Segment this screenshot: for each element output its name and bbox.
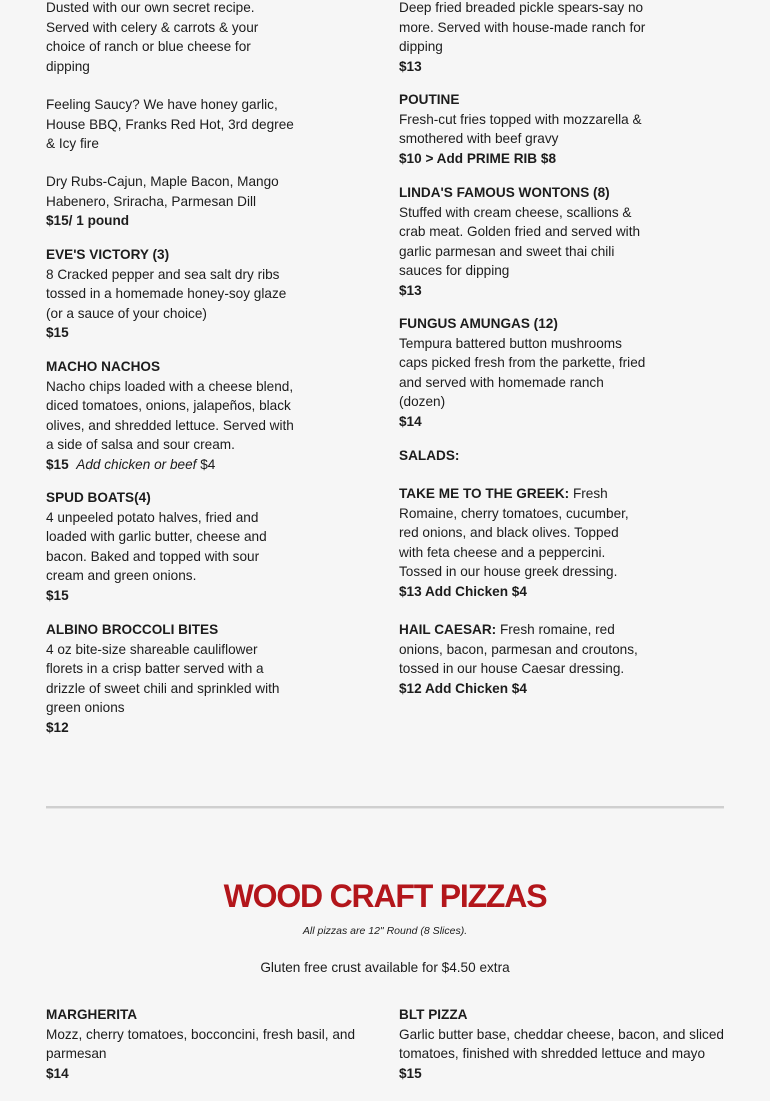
item-price: $13 bbox=[399, 282, 422, 298]
wings-rubs-item bbox=[46, 172, 308, 231]
wings-intro: Dusted with our own secret recipe. Served with celery & carrots & your choice of ranch or blue cheese for dipping bbox=[46, 0, 259, 74]
wings-dry-rubs: Dry Rubs-Cajun, Maple Bacon, Mango Habenero, Sriracha, Parmesan Dill bbox=[46, 174, 279, 209]
wings-price: $15/ 1 pound bbox=[46, 213, 130, 229]
menu-item-fungus-amungas bbox=[399, 314, 661, 432]
item-description: Romaine, cherry tomatoes, cucumber, red onions, and black olives. Topped with feta cheese and a peppercini. Tossed in our house greek dressing. bbox=[399, 505, 629, 580]
item-description: 8 Cracked pepper and sea salt dry ribs tossed in a homemade honey-soy glaze (or a sauce of your choice) bbox=[46, 266, 287, 321]
item-price: $15 bbox=[399, 1065, 422, 1081]
item-description: onions, bacon, parmesan and croutons, tossed in our house Caesar dressing. bbox=[399, 641, 638, 677]
item-addon: Add chicken or beef bbox=[76, 456, 197, 472]
section-heading: SALADS: bbox=[399, 448, 460, 463]
item-price: $15 bbox=[46, 325, 69, 341]
pizzas-heading: WOOD CRAFT PIZZAS bbox=[223, 878, 547, 914]
pizza-size-note: All pizzas are 12" Round (8 Slices). bbox=[302, 925, 468, 937]
item-price: $12 Add Chicken $4 bbox=[399, 680, 527, 696]
item-title: POUTINE bbox=[399, 92, 460, 107]
item-title: HAIL CAESAR: bbox=[399, 622, 497, 637]
item-description-start: Fresh bbox=[569, 486, 608, 501]
wings-sauce-options: Feeling Saucy? We have honey garlic, House BBQ, Franks Red Hot, 3rd degree & Icy fire bbox=[46, 97, 294, 152]
item-title: EVE'S VICTORY (3) bbox=[46, 247, 170, 262]
wings-sauce-item bbox=[46, 95, 308, 154]
item-description: Nacho chips loaded with a cheese blend, diced tomatoes, onions, jalapeños, black olives, and shredded lettuce. Served with a side of salsa and sour cream. bbox=[46, 378, 294, 453]
item-price: $13 Add Chicken $4 bbox=[399, 583, 527, 599]
wings-item bbox=[46, 0, 308, 76]
menu-item-blt-pizza bbox=[399, 1005, 729, 1083]
salads-heading bbox=[399, 446, 661, 466]
item-description: Garlic butter base, cheddar cheese, bacon, and sliced tomatoes, finished with shredded lettuce and mayo bbox=[399, 1026, 724, 1062]
item-price: $14 bbox=[399, 413, 422, 429]
item-price: $14 bbox=[46, 1065, 69, 1081]
item-description: Mozz, cherry tomatoes, bocconcini, fresh basil, and parmesan bbox=[46, 1026, 356, 1062]
item-description: Deep fried breaded pickle spears-say no more. Served with house-made ranch for dipping bbox=[399, 0, 646, 55]
item-first-line bbox=[399, 620, 661, 640]
item-description: Tempura battered button mushrooms caps picked fresh from the parkette, fried and served with homemade ranch (dozen) bbox=[399, 335, 646, 410]
menu-item-pickles bbox=[399, 0, 661, 76]
item-description: Stuffed with cream cheese, scallions & crab meat. Golden fried and served with garlic parmesan and sweet thai chili sauces for dipping bbox=[399, 204, 641, 279]
item-price: $13 bbox=[399, 58, 422, 74]
item-title: LINDA'S FAMOUS WONTONS (8) bbox=[399, 185, 610, 200]
item-addon-price: $4 bbox=[200, 456, 216, 472]
item-title: MARGHERITA bbox=[46, 1007, 138, 1022]
menu-item-macho-nachos bbox=[46, 357, 308, 475]
menu-item-lindas-wontons bbox=[399, 183, 661, 301]
item-description: 4 unpeeled potato halves, fried and loaded with garlic butter, cheese and bacon. Baked and topped with sour cream and green onions. bbox=[46, 509, 267, 584]
item-description-start: Fresh romaine, red bbox=[496, 622, 615, 637]
menu-item-caesar-salad bbox=[399, 620, 661, 698]
item-title: FUNGUS AMUNGAS (12) bbox=[399, 316, 558, 331]
item-title: MACHO NACHOS bbox=[46, 359, 161, 374]
item-title: ALBINO BROCCOLI BITES bbox=[46, 622, 219, 637]
item-description: 4 oz bite-size shareable cauliflower florets in a crisp batter served with a drizzle of sweet chili and sprinkled with green onions bbox=[46, 641, 280, 716]
item-first-line bbox=[399, 484, 661, 504]
gluten-free-note: Gluten free crust available for $4.50 extra bbox=[260, 960, 510, 975]
item-price: $15 bbox=[46, 587, 69, 603]
item-title: BLT PIZZA bbox=[399, 1007, 468, 1022]
menu-item-eves-victory bbox=[46, 245, 308, 343]
item-title: TAKE ME TO THE GREEK: bbox=[399, 486, 570, 501]
item-price-line bbox=[46, 455, 308, 475]
menu-item-greek-salad bbox=[399, 484, 661, 602]
item-price: $10 > Add PRIME RIB $8 bbox=[399, 150, 557, 166]
menu-item-poutine bbox=[399, 90, 661, 168]
menu-item-margherita bbox=[46, 1005, 376, 1083]
section-divider bbox=[46, 806, 724, 809]
item-title: SPUD BOATS(4) bbox=[46, 490, 151, 505]
menu-item-albino-broccoli-bites bbox=[46, 620, 308, 738]
menu-item-spud-boats bbox=[46, 488, 308, 606]
item-description: Fresh-cut fries topped with mozzarella & smothered with beef gravy bbox=[399, 111, 642, 147]
item-price: $12 bbox=[46, 719, 69, 735]
item-price: $15 bbox=[46, 456, 69, 472]
